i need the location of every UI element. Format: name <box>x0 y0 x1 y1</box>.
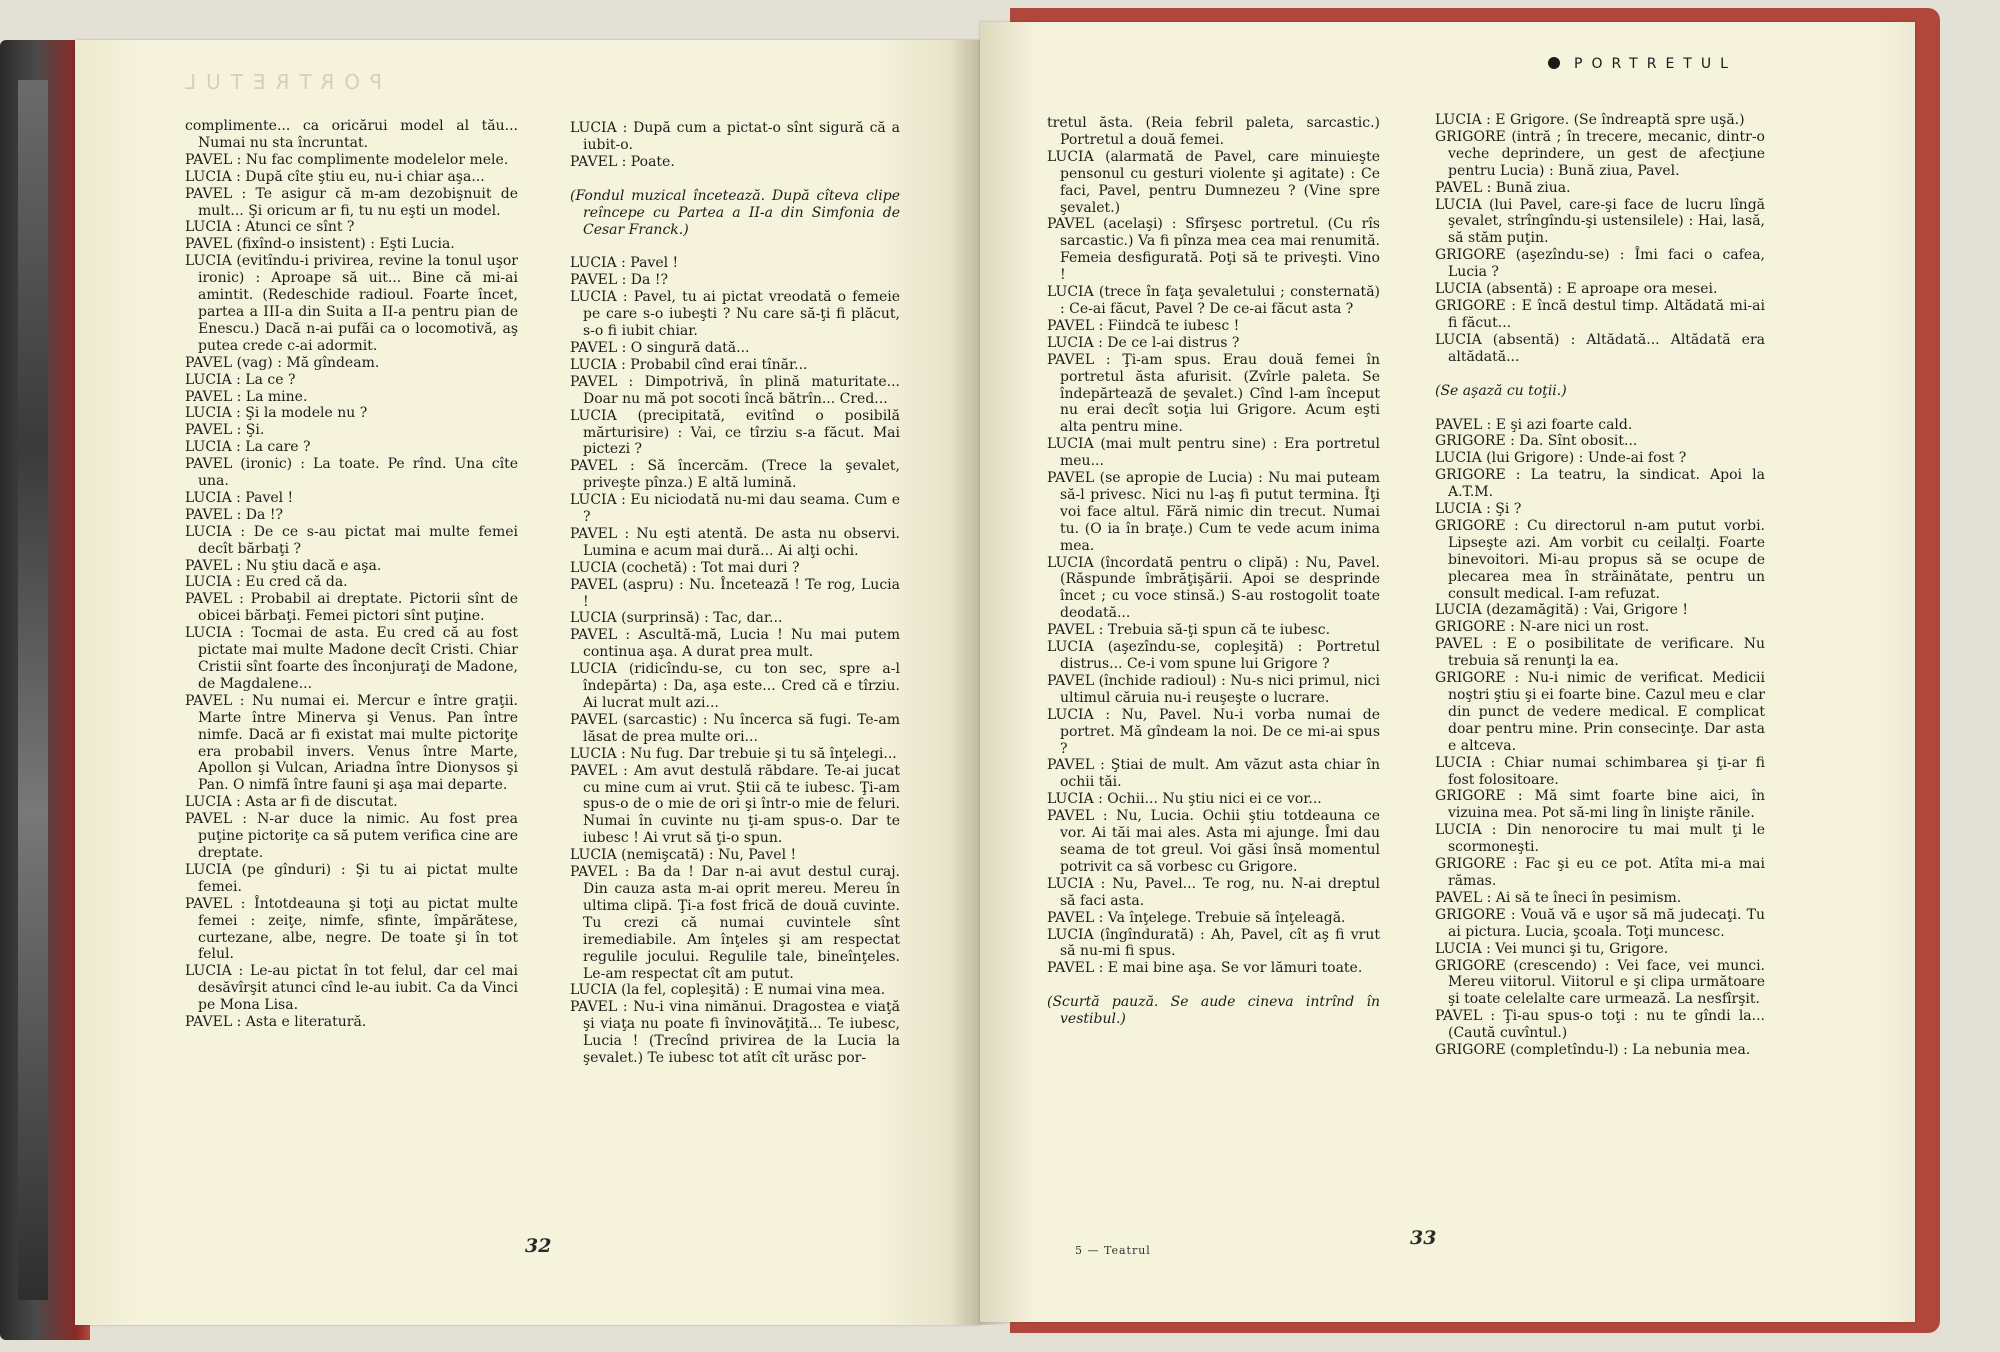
dialogue-line: PAVEL : Probabil ai dreptate. Pictorii sînt de obicei bărbaţi. Femei pictori sînt puţine. <box>185 591 518 625</box>
dialogue-line: PAVEL : Nu fac complimente modelelor mele. <box>185 151 509 168</box>
stage-direction: (Se aşază cu toţii.) <box>1435 382 1567 399</box>
dialogue-line: PAVEL : Nu numai ei. Mercur e între graţii. Marte între Minerva şi Venus. Pan între nimfe. Dacă ar fi existat mai multe pictoriţe era probabil invers. Venus între Marte, Apollon şi Vulcan, Ariadna între Dionysos şi Pan. O nimfă între fauni şi aşa mai departe. <box>185 692 518 794</box>
dialogue-line: LUCIA : Tocmai de asta. Eu cred că au fost pictate mai multe Madone decît Cristi. Chiar Cristii sînt foarte des înconjuraţi de Madone, de Magdalene... <box>185 625 518 692</box>
stage-direction: (Scurtă pauză. Se aude cineva intrînd în vestibul.) <box>1047 994 1380 1028</box>
dialogue-line: LUCIA : Chiar numai schimbarea şi ţi-ar fi fost folositoare. <box>1435 754 1765 788</box>
dialogue-line: PAVEL : Nu ştiu dacă e aşa. <box>185 557 382 574</box>
dialogue-line: LUCIA (îngîndurată) : Ah, Pavel, cît aş fi vrut să nu-mi fi spus. <box>1047 926 1380 960</box>
dialogue-line: LUCIA : De ce l-ai distrus ? <box>1047 334 1240 351</box>
dialogue-line: LUCIA (cochetă) : Tot mai duri ? <box>570 559 800 576</box>
dialogue-line: PAVEL : Ascultă-mă, Lucia ! Nu mai putem continua aşa. A durat prea mult. <box>570 627 900 661</box>
dialogue-line: LUCIA (ridicîndu-se, cu ton sec, spre a-l îndepărta) : Da, aşa este... Cred că e tîrziu. Ai lucrat mult azi... <box>570 661 900 711</box>
dialogue-line: PAVEL : Fiindcă te iubesc ! <box>1047 317 1240 334</box>
dialogue-line: PAVEL : Ştiai de mult. Am văzut asta chiar în ochii tăi. <box>1047 757 1380 791</box>
dialogue-line: PAVEL : La mine. <box>185 388 308 405</box>
dialogue-line: LUCIA (încordată pentru o clipă) : Nu, Pavel. (Răspunde îmbrăţişării. Apoi se desprinde încet ; cu voce stinsă.) S-au rostogolit toate deodată... <box>1047 554 1380 622</box>
dialogue-line: LUCIA : Atunci ce sînt ? <box>185 219 355 236</box>
right-page <box>980 22 1915 1322</box>
dialogue-line: LUCIA (nemişcată) : Nu, Pavel ! <box>570 847 797 864</box>
dialogue-line: LUCIA : E Grigore. (Se îndreaptă spre uşă.) <box>1435 112 1745 128</box>
dialogue-line: PAVEL : Da !? <box>570 272 668 289</box>
dialogue-line: GRIGORE : E încă destul timp. Altădată mi-ai fi făcut... <box>1435 297 1765 331</box>
dialogue-line: PAVEL (vag) : Mă gîndeam. <box>185 354 380 371</box>
dialogue-line: LUCIA (absentă) : Altădată... Altădată era altădată... <box>1435 331 1765 365</box>
dialogue-line: PAVEL : Bună ziua. <box>1435 179 1571 196</box>
dialogue-line: PAVEL : E mai bine aşa. Se vor lămuri toate. <box>1047 960 1363 977</box>
dialogue-line: LUCIA (trece în faţa şevaletului ; consternată) : Ce-ai făcut, Pavel ? De ce-ai făcut asta ? <box>1047 284 1380 317</box>
dialogue-line: LUCIA (la fel, copleşită) : E numai vina mea. <box>570 982 886 999</box>
dialogue-line: PAVEL : Te asigur că m-am dezobişnuit de mult... Şi oricum ar fi, tu nu eşti un model. <box>185 185 518 219</box>
spine-strip <box>18 80 48 1300</box>
dialogue-line: PAVEL : Să încercăm. (Trece la şevalet, priveşte pînza.) E altă lumină. <box>570 458 900 492</box>
show-through-text: PORTRETUL <box>175 70 382 94</box>
dialogue-line: LUCIA : La care ? <box>185 439 311 456</box>
dialogue-line: LUCIA (mai mult pentru sine) : Era portretul meu... <box>1047 436 1380 470</box>
dialogue-line: PAVEL : E o posibilitate de verificare. Nu trebuia să renunţi la ea. <box>1435 636 1765 670</box>
dialogue-line: LUCIA : După cîte ştiu eu, nu-i chiar aşa... <box>185 168 485 185</box>
dialogue-line: GRIGORE (crescendo) : Vei face, vei munci. Mereu viitorul. Viitorul e şi clipa următoare şi toate celelalte care urmează. La nesfîrşit. <box>1435 957 1765 1008</box>
dialogue-line: PAVEL : Ţi-am spus. Erau două femei în portretul ăsta afurisit. (Zvîrle paleta. Se îndepărtează de şevalet.) Cînd l-am început nu erai decît soţia lui Grigore. Acum eşti alta pentru mine. <box>1047 351 1380 436</box>
dialogue-line: LUCIA (alarmată de Pavel, care minuieşte pensonul cu gesturi violente şi agitate) : Ce faci, Pavel, pentru Dumnezeu ? (Vine spre şevalet.) <box>1047 148 1380 216</box>
dialogue-line: PAVEL (fixînd-o insistent) : Eşti Lucia. <box>185 236 455 253</box>
dialogue-line: PAVEL : Ai să te îneci în pesimism. <box>1435 889 1682 906</box>
dialogue-line: complimente... ca oricărui model al tău... Numai nu sta încruntat. <box>185 118 518 151</box>
dialogue-line: PAVEL (ironic) : La toate. Pe rînd. Una cîte una. <box>185 456 518 490</box>
dialogue-line: LUCIA (dezamăgită) : Vai, Grigore ! <box>1435 602 1689 619</box>
dialogue-line: LUCIA : Probabil cînd erai tînăr... <box>570 356 808 373</box>
dialogue-line: PAVEL : Nu eşti atentă. De asta nu observi. Lumina e acum mai dură... Ai alţi ochi. <box>570 525 900 559</box>
header-title: PORTRETUL <box>1574 56 1737 72</box>
dialogue-line: GRIGORE (completîndu-l) : La nebunia mea. <box>1435 1042 1751 1059</box>
bullet-icon <box>1548 57 1560 69</box>
dialogue-line: PAVEL (se apropie de Lucia) : Nu mai puteam să-l privesc. Nici nu l-aş fi putut termina. Îţi voi face altul. Fără nimic din trecut. Numai tu. (O ia în braţe.) Cum te vede acum inima mea. <box>1047 470 1380 554</box>
page-footer: 5 — Teatrul <box>1075 1244 1151 1257</box>
dialogue-line: PAVEL (închide radioul) : Nu-s nici primul, nici ultimul căruia nu-i reuşeşte o lucrare. <box>1047 672 1380 706</box>
dialogue-line: LUCIA : Le-au pictat în tot felul, dar cel mai desăvîrşit atunci cînd le-au iubit. Ca da Vinci pe Mona Lisa. <box>185 963 518 1014</box>
dialogue-line: GRIGORE : Da. Sînt obosit... <box>1435 433 1638 450</box>
dialogue-line: GRIGORE : Nu-i nimic de verificat. Medicii noştri ştiu şi ei foarte bine. Cazul meu e clar din punct de vedere medical. E complicat doar pentru mine. Prin consecinţe. Dar asta e altceva. <box>1435 670 1765 754</box>
dialogue-line: LUCIA : Şi ? <box>1435 501 1522 518</box>
dialogue-line: GRIGORE : N-are nici un rost. <box>1435 619 1650 636</box>
dialogue-line: PAVEL : Dimpotrivă, în plină maturitate... Doar nu mă pot socoti încă bătrîn... Cred... <box>570 373 900 407</box>
dialogue-line: GRIGORE : La teatru, la sindicat. Apoi la A.T.M. <box>1435 467 1765 501</box>
dialogue-line: GRIGORE : Vouă vă e uşor să mă judecaţi. Tu ai pictura. Lucia, şcoala. Toţi muncesc. <box>1435 906 1765 940</box>
dialogue-line: PAVEL : Asta e literatură. <box>185 1014 367 1031</box>
dialogue-line: LUCIA (lui Pavel, care-şi face de lucru lîngă şevalet, strîngîndu-şi ustensilele) : Hai, lasă, să stăm puţin. <box>1435 196 1765 247</box>
dialogue-line: GRIGORE (intră ; în trecere, mecanic, dintr-o veche deprindere, un gest de afecţiune pentru Lucia) : Bună ziua, Pavel. <box>1435 128 1765 179</box>
stage-direction: (Fondul muzical încetează. După cîteva clipe reîncepe cu Partea a II-a din Simfonia de Cesar Franck.) <box>570 187 900 238</box>
dialogue-line: GRIGORE : Mă simt foarte bine aici, în vizuina mea. Pot să-mi ling în linişte rănile. <box>1435 788 1765 822</box>
dialogue-line: tretul ăsta. (Reia febril paleta, sarcastic.) Portretul a două femei. <box>1047 115 1380 148</box>
dialogue-line: LUCIA (precipitată, evitînd o posibilă mărturisire) : Vai, ce tîrziu s-a făcut. Mai pictezi ? <box>570 407 900 458</box>
dialogue-line: PAVEL : Nu, Lucia. Ochii ştiu totdeauna ce vor. Ai tăi mai ales. Asta mi ajunge. Îmi dau seama de tot greul. Voi găsi însă momentul potrivit ca să vorbesc cu Grigore. <box>1047 808 1380 875</box>
dialogue-line: PAVEL : Întotdeauna şi toţi au pictat multe femei : zeiţe, nimfe, sfinte, împărătese, curtezane, albe, negre. De toate şi în tot felul. <box>185 895 518 963</box>
dialogue-line: LUCIA (aşezîndu-se, copleşită) : Portretul distrus... Ce-i vom spune lui Grigore ? <box>1047 639 1380 672</box>
dialogue-line: LUCIA : Eu niciodată nu-mi dau seama. Cum e ? <box>570 492 900 526</box>
dialogue-line: LUCIA (absentă) : E aproape ora mesei. <box>1435 281 1718 298</box>
right-column-1 <box>1047 115 1380 1045</box>
dialogue-line: GRIGORE : Cu directorul n-am putut vorbi. Lipseşte azi. Am vorbit cu ceilalţi. Foarte binevoitori. Mi-au propus să se ocupe de plecarea mea în străinătate, pentru un consult medical. I-am refuzat. <box>1435 517 1765 602</box>
dialogue-line: LUCIA : La ce ? <box>185 371 296 388</box>
dialogue-line: LUCIA : Eu cred că da. <box>185 574 348 591</box>
dialogue-line: PAVEL : Da !? <box>185 506 283 523</box>
right-column-2 <box>1435 112 1765 1059</box>
dialogue-line: LUCIA : Din nenorocire tu mai mult ţi le scormoneşti. <box>1435 822 1765 856</box>
dialogue-line: LUCIA : Asta ar fi de discutat. <box>185 794 398 811</box>
dialogue-line: PAVEL (aspru) : Nu. Încetează ! Te rog, Lucia ! <box>570 576 900 610</box>
dialogue-line: PAVEL : Va înţelege. Trebuie să înţeleagă. <box>1047 909 1346 926</box>
dialogue-line: PAVEL : Ţi-au spus-o toţi : nu te gîndi la... (Caută cuvîntul.) <box>1435 1008 1765 1042</box>
dialogue-line: PAVEL : Poate. <box>570 153 675 170</box>
dialogue-line: LUCIA (surprinsă) : Tac, dar... <box>570 610 783 627</box>
dialogue-line: LUCIA : Nu, Pavel. Nu-i vorba numai de portret. Mă gîndeam la noi. De ce mi-ai spus ? <box>1047 706 1380 757</box>
dialogue-line: PAVEL : E şi azi foarte cald. <box>1435 416 1633 433</box>
dialogue-line: LUCIA : Vei munci şi tu, Grigore. <box>1435 940 1669 957</box>
dialogue-line: LUCIA : Ochii... Nu ştiu nici ei ce vor... <box>1047 791 1322 808</box>
dialogue-line: GRIGORE (aşezîndu-se) : Îmi faci o cafea, Lucia ? <box>1435 247 1765 281</box>
dialogue-line: PAVEL : Nu-i vina nimănui. Dragostea e viaţă şi viaţa nu poate fi învinovăţită... Te iubesc, Lucia ! (Trecînd privirea de la Lucia la şevalet.) Te iubesc tot atît cît urăsc por- <box>570 999 900 1067</box>
dialogue-line: LUCIA : Nu, Pavel... Te rog, nu. N-ai dreptul să faci asta. <box>1047 875 1380 909</box>
left-column-2 <box>570 120 900 1067</box>
left-column-1 <box>185 118 518 1031</box>
dialogue-line: LUCIA : Nu fug. Dar trebuie şi tu să înţelegi... <box>570 745 897 762</box>
dialogue-line: PAVEL : Am avut destulă răbdare. Te-ai jucat cu mine cum ai vrut. Ştii că te iubesc. Ţi-am spus-o de o mie de ori şi într-o mie de feluri. Numai în cuvinte nu ţi-am spus-o. Dar te iubesc ! Ai vrut să ţi-o spun. <box>570 762 900 847</box>
running-header <box>1548 56 1737 72</box>
dialogue-line: LUCIA : De ce s-au pictat mai multe femei decît bărbaţi ? <box>185 523 518 557</box>
dialogue-line: LUCIA : Pavel ! <box>570 255 679 272</box>
dialogue-line: LUCIA (lui Grigore) : Unde-ai fost ? <box>1435 450 1687 467</box>
dialogue-line: LUCIA : Pavel ! <box>185 489 294 506</box>
dialogue-line: PAVEL : Ba da ! Dar n-ai avut destul curaj. Din cauza asta m-ai oprit mereu. Mereu în ultima clipă. Ţi-a fost frică de două cuvinte. Tu crezi că numai cuvintele sînt iremediabile. Am înţeles şi am respectat regulile jocului. Regulile tale, bineînţeles. Le-am respectat cît am putut. <box>570 864 900 982</box>
dialogue-line: LUCIA (evitîndu-i privirea, revine la tonul uşor ironic) : Aproape să uit... Bine că mi-ai amintit. (Redeschide radioul. Foarte încet, partea a III-a din Suita a II-a pentru pian de Enescu.) Dacă n-ai pufăi ca o locomotivă, aş putea crede c-ai adormit. <box>185 253 518 354</box>
page-number-right: 33 <box>1410 1227 1437 1249</box>
dialogue-line: PAVEL (acelaşi) : Sfîrşesc portretul. (Cu rîs sarcastic.) Va fi pînza mea cea mai renumită. Femeia desfigurată. Poţi să te priveşti. Vino ! <box>1047 216 1380 284</box>
dialogue-line: LUCIA : Şi la modele nu ? <box>185 405 368 422</box>
dialogue-line: LUCIA : După cum a pictat-o sînt sigură că a iubit-o. <box>570 120 900 153</box>
dialogue-line: LUCIA : Pavel, tu ai pictat vreodată o femeie pe care s-o iubeşti ? Nu care să-ţi fi plăcut, s-o fi iubit chiar. <box>570 289 900 340</box>
dialogue-line: PAVEL : Trebuia să-ţi spun că te iubesc. <box>1047 622 1331 639</box>
dialogue-line: PAVEL : Şi. <box>185 422 265 439</box>
dialogue-line: PAVEL : O singură dată... <box>570 339 750 356</box>
dialogue-line: PAVEL : N-ar duce la nimic. Au fost prea puţine pictoriţe ca să putem verifica cine are dreptate. <box>185 811 518 861</box>
page-number-left: 32 <box>525 1235 552 1257</box>
dialogue-line: GRIGORE : Fac şi eu ce pot. Atîta mi-a mai rămas. <box>1435 856 1765 889</box>
dialogue-line: LUCIA (pe gînduri) : Şi tu ai pictat multe femei. <box>185 861 518 895</box>
left-page <box>75 40 980 1325</box>
dialogue-line: PAVEL (sarcastic) : Nu încerca să fugi. Te-am lăsat de prea multe ori... <box>570 711 900 745</box>
